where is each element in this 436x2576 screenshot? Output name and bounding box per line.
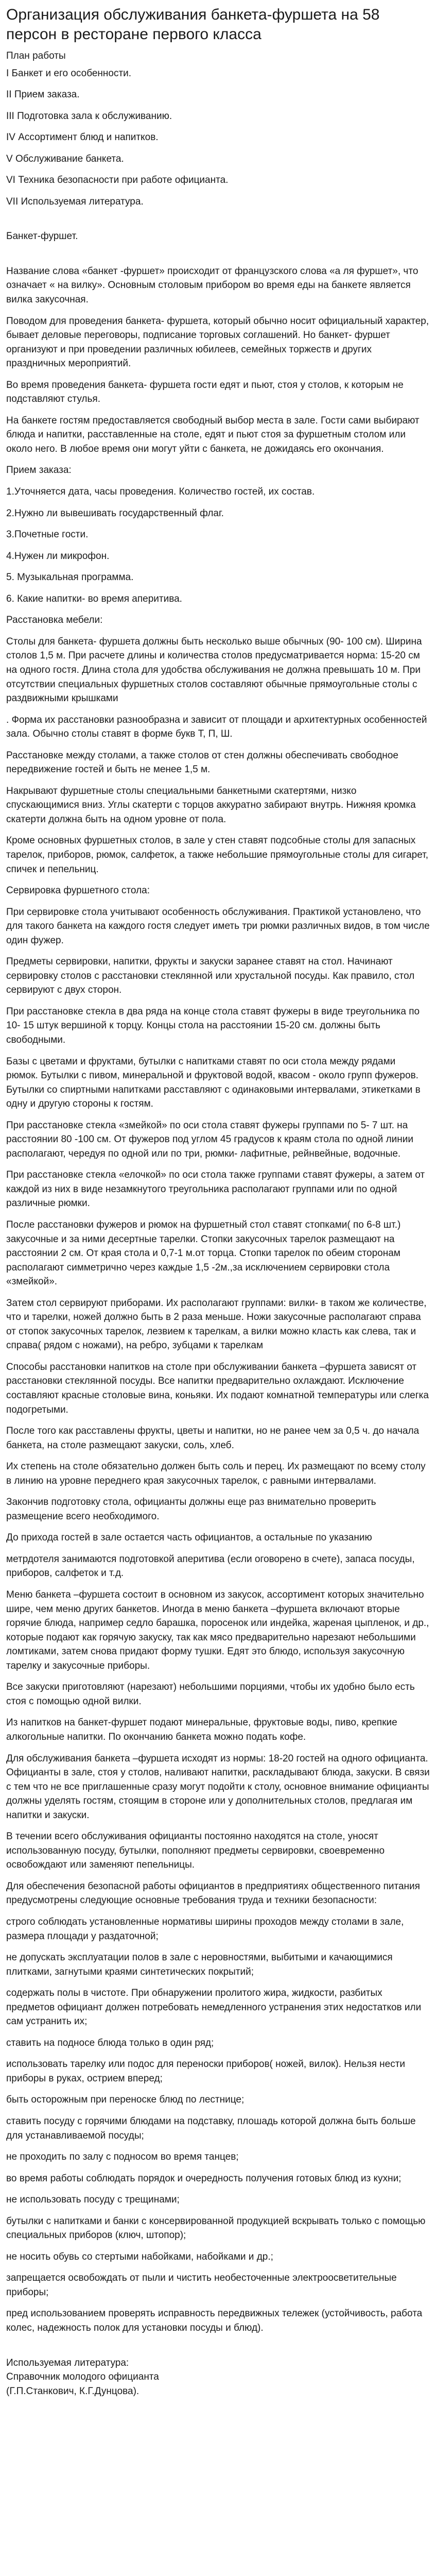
paragraph: использовать тарелку или подос для переноски приборов( ножей, вилок). Нельзя нести приборы в руках, острием вперед; [6,2059,406,2084]
plan-item: VII Используемая литература. [6,196,144,207]
paragraph: Для обеспечения безопасной работы официантов в предприятиях общественного питания предусмотрены следующие основные требования труда и техники безопасности: [6,1880,420,1906]
paragraph: Столы для банкета- фуршета должны быть несколько выше обычных (90- 100 см). Ширина столов 1,5 м. При расчете длины и количества столов предусматривается норма: 15-20 см на одного гостя. Длина стола для удобства обслуживания не должна превышать 10 м. При отсутствии специальных фуршетных столов составляют обычные прямоугольные столы с раздвижными крышками [6,636,422,704]
plan-item: III Подготовка зала к обслуживанию. [6,110,172,122]
paragraph: При расстановке стекла «елочкой» по оси стола также группами ставят фужеры, а затем от каждой из них в виде незамкнутого треугольника располагают группами или по одной различные рюмки. [6,1170,425,1209]
paragraph: Расстановка мебели: [6,615,103,626]
paragraph: 2.Нужно ли вывешивать государственный флаг. [6,507,224,519]
paragraph: запрещается освобождать от пыли и чистить необесточенные электроосветительные приборы; [6,2273,397,2298]
paragraph: Способы расстановки напитков на столе при обслуживании банкета –фуршета зависят от расстановки стеклянной посуды. Все напитки предварительно охлаждают. Исключение составляют красные столовые вина, коньяки. Их подают комнатной температуры или слегка подогретыми. [6,1361,429,1415]
paragraph: Расстановке между столами, а также столов от стен должны обеспечивать свободное передвижение гостей и быть не менее 1,5 м. [6,750,398,775]
paragraph: Накрывают фуршетные столы специальными банкетными скатертями, низко спускающимися вниз. Углы скатерти с торцов аккуратно забирают внутрь. Нижняя кромка скатерти должна быть на одном уровне от пола. [6,785,416,825]
paragraph: После расстановки фужеров и рюмок на фуршетный стол ставят стопками( по 6-8 шт.) закусочные и за ними десертные тарелки. Стопки закусочных тарелок размещают на расстоянии 2 см. От края стола и 0,7-1 м.от торца. Стопки тарелок по обеим сторонам располагают симметрично через каждые 1,5 -2м.,за исключением сервировки стола «змейкой». [6,1219,401,1287]
paragraph: Предметы сервировки, напитки, фрукты и закуски заранее ставят на стол. Начинают сервировку столов с расстановки стеклянной или хрустальной посуды. Как правило, стол сервируют с двух сторон. [6,956,415,996]
paragraph: После того как расставлены фрукты, цветы и напитки, но не ранее чем за 0,5 ч. до начала банкета, на столе размещают закуски, соль, хлеб. [6,1426,420,1451]
paragraph: Меню банкета –фуршета состоит в основном из закусок, ассортимент которых значительно шире, чем меню других банкетов. Иногда в меню банкета –фуршета включают вторые горячие блюда, например седло барашка, поросенок или индейка, жареная цыпленок, и др., которые подают как горячую закуску, так как мясо предварительно нарезают небольшими ломтиками, затем снова придают форму тушки. Едят это блюдо, используя закусочную тарелку и закусочные приборы. [6,1589,429,1671]
document-title: Организация обслуживания банкета-фуршета на 58 персон в ресторане первого класса [6,6,380,43]
paragraph: При расстановке стекла «змейкой» по оси стола ставят фужеры группами по 5- 7 шт. на расстоянии 80 -100 см. От фужеров под углом 45 градусов к краям стола по одной линии располагают, чередуя по одной или по три, рюмки- лафитные, рейнвейные, водочные. [6,1120,413,1159]
paragraph: не использовать посуду с трещинами; [6,2194,180,2206]
literature-list [6,2370,430,2398]
plan-item: V Обслуживание банкета. [6,153,124,164]
plan-label: План работы [6,50,66,61]
paragraph: строго соблюдать установленные нормативы ширины проходов между столами в зале, размера площади у раздаточной; [6,1916,404,1942]
paragraph: 4.Нужен ли микрофон. [6,550,110,562]
paragraph: содержать полы в чистоте. При обнаружении пролитого жира, жидкости, разбитых предметов официант должен потребовать немедленного устранения этих недостатков или сам устранить их; [6,1988,422,2027]
plan-item: I Банкет и его особенности. [6,67,132,79]
paragraph: ставить посуду с горячими блюдами на подставку, плошадь которой должна быть больше для устанавливаемой посуды; [6,2115,416,2141]
paragraph: Их степень на столе обязательно должен быть соль и перец. Их размещают по всему столу в линию на уровне переднего края закусочных тарелок, с равными интервалами. [6,1461,426,1486]
paragraph: быть осторожным при переноске блюд по лестнице; [6,2094,245,2106]
paragraph: . Форма их расстановки разнообразна и зависит от площади и архитектурных особенностей зала. Обычно столы ставят в форме букв Т, П, Ш. [6,714,427,740]
paragraph: До прихода гостей в зале остается часть официантов, а остальные по указанию [6,1532,372,1544]
paragraph: не носить обувь со стертыми набойками, набойками и др.; [6,2251,273,2262]
paragraph: Затем стол сервируют приборами. Их располагают группами: вилки- в таком же количестве, что и тарелки, ножей должно быть в 2 раза меньше. Ножи закусочные располагают справа от стопок закусочных тарелок, лезвием к тарелкам, а вилки можно класть как слева, так и справа( рядом с ножами), на ребро, зубцами к тарелкам [6,1297,427,1351]
paragraph: метрдотеля занимаются подготовкой аперитива (если оговорено в счете), запаса посуды, приборов, салфеток и т.д. [6,1553,415,1579]
paragraph: Во время проведения банкета- фуршета гости едят и пьют, стоя у столов, к которым не подставляют стулья. [6,379,404,405]
section-heading: Банкет-фуршет. [6,231,78,242]
paragraph: Закончив подготовку стола, официанты должны еще раз внимательно проверить размещение всего необходимого. [6,1497,376,1522]
paragraph: Все закуски приготовляют (нарезают) небольшими порциями, чтобы их удобно было есть стоя с помощью одной вилки. [6,1682,415,1707]
paragraph: На банкете гостям предоставляется свободный выбор места в зале. Гости сами выбирают блюда и напитки, расставленные на столе, едят и пьют стоя за фуршетным столом или около него. В любое время они могут уйти с банкета, не дожидаясь его окончания. [6,415,420,454]
paragraph: Кроме основных фуршетных столов, в зале у стен ставят подсобные столы для запасных тарелок, приборов, рюмок, салфеток, а также небольшие прямоугольные столы для сигарет, спичек и пепельниц. [6,835,429,875]
paragraph: В течении всего обслуживания официанты постоянно находятся на столе, уносят использованную посуду, бутылки, пополняют предметы сервировки, своевременно освобождают или заменяют пепельницы. [6,1831,385,1871]
paragraph: во время работы соблюдать порядок и очередность получения готовых блюд из кухни; [6,2173,402,2184]
paragraph: Поводом для проведения банкета- фуршета, который обычно носит официальный характер, бывает деловые переговоры, подписание торговых соглашений. Но банкет- фуршет организуют и при проведении различных юбилеев, семейных торжеств и других праздничных мероприятий. [6,315,429,369]
paragraph: не проходить по залу с подносом во время танцев; [6,2151,239,2163]
paragraph: не допускать эксплуатации полов в зале с неровностями, выбитыми и качающимися плитками, загнутыми краями синтетических покрытий; [6,1952,393,1977]
plan-list [6,66,430,209]
plan-item: II Прием заказа. [6,89,80,100]
literature-item: (Г.П.Станкович, К.Г.Дунцова). [6,2385,139,2397]
paragraph: При сервировке стола учитывают особенность обслуживания. Практикой установлено, что для такого банкета на каждого гостя следует иметь три рюмки различных видов, в том числе один фужер. [6,906,430,946]
paragraph: 1.Уточняется дата, часы проведения. Количество гостей, их состав. [6,486,315,498]
paragraph: Название слова «банкет -фуршет» происходит от французского слова «а ля фуршет», что означает « на вилку». Основным столовым прибором во время еды на банкете является вилка закусочная. [6,265,418,306]
literature-heading: Используемая литература: [6,2357,129,2368]
paragraph: ставить на подносе блюда только в один ряд; [6,2037,214,2048]
body-text [6,264,430,2335]
paragraph: 5. Музыкальная программа. [6,572,134,583]
paragraph: 3.Почетные гости. [6,529,89,540]
paragraph: бутылки с напитками и банки с консервированной продукцией вскрывать только с помощью специальных приборов (ключ, штопор); [6,2215,426,2241]
paragraph: Для обслуживания банкета –фуршета исходят из нормы: 18-20 гостей на одного официанта. Официанты в зале, стоя у столов, наливают напитки, раскладывают блюда, закуски. В связи с тем что не все приглашенные сразу могут подойти к столу, основное внимание официанты должны уделять гостям, стоящим в стороне или у дополнительных столов, предлагая им напитки и закуски. [6,1753,430,1821]
paragraph: При расстановке стекла в два ряда на конце стола ставят фужеры в виде треугольника по 10- 15 штук вершиной к торцу. Концы стола на расстоянии 15-20 см. должны быть свободными. [6,1006,420,1045]
literature-item: Справочник молодого официанта [6,2371,159,2383]
paragraph: пред использованием проверять исправность передвижных тележек (устойчивость, работа колес, надежность полок для установки посуды и блюд). [6,2308,423,2333]
paragraph: 6. Какие напитки- во время аперитива. [6,593,182,604]
paragraph: Из напитков на банкет-фуршет подают минеральные, фруктовые воды, пиво, крепкие алкогольные напитки. По окончанию банкета можно подать кофе. [6,1717,397,1742]
plan-item: VI Техника безопасности при работе официанта. [6,175,229,186]
paragraph: Базы с цветами и фруктами, бутылки с напитками ставят по оси стола между рядами рюмок. Бутылки с пивом, минеральной и фруктовой водой, квасом - около групп фужеров. Бутылки со спиртными напитками расставляют с одинаковыми интервалами, этикетками в одну и другую стороны к гостям. [6,1056,421,1110]
paragraph: Сервировка фуршетного стола: [6,885,150,896]
paragraph: Прием заказа: [6,465,72,476]
plan-item: IV Ассортимент блюд и напитков. [6,132,159,143]
